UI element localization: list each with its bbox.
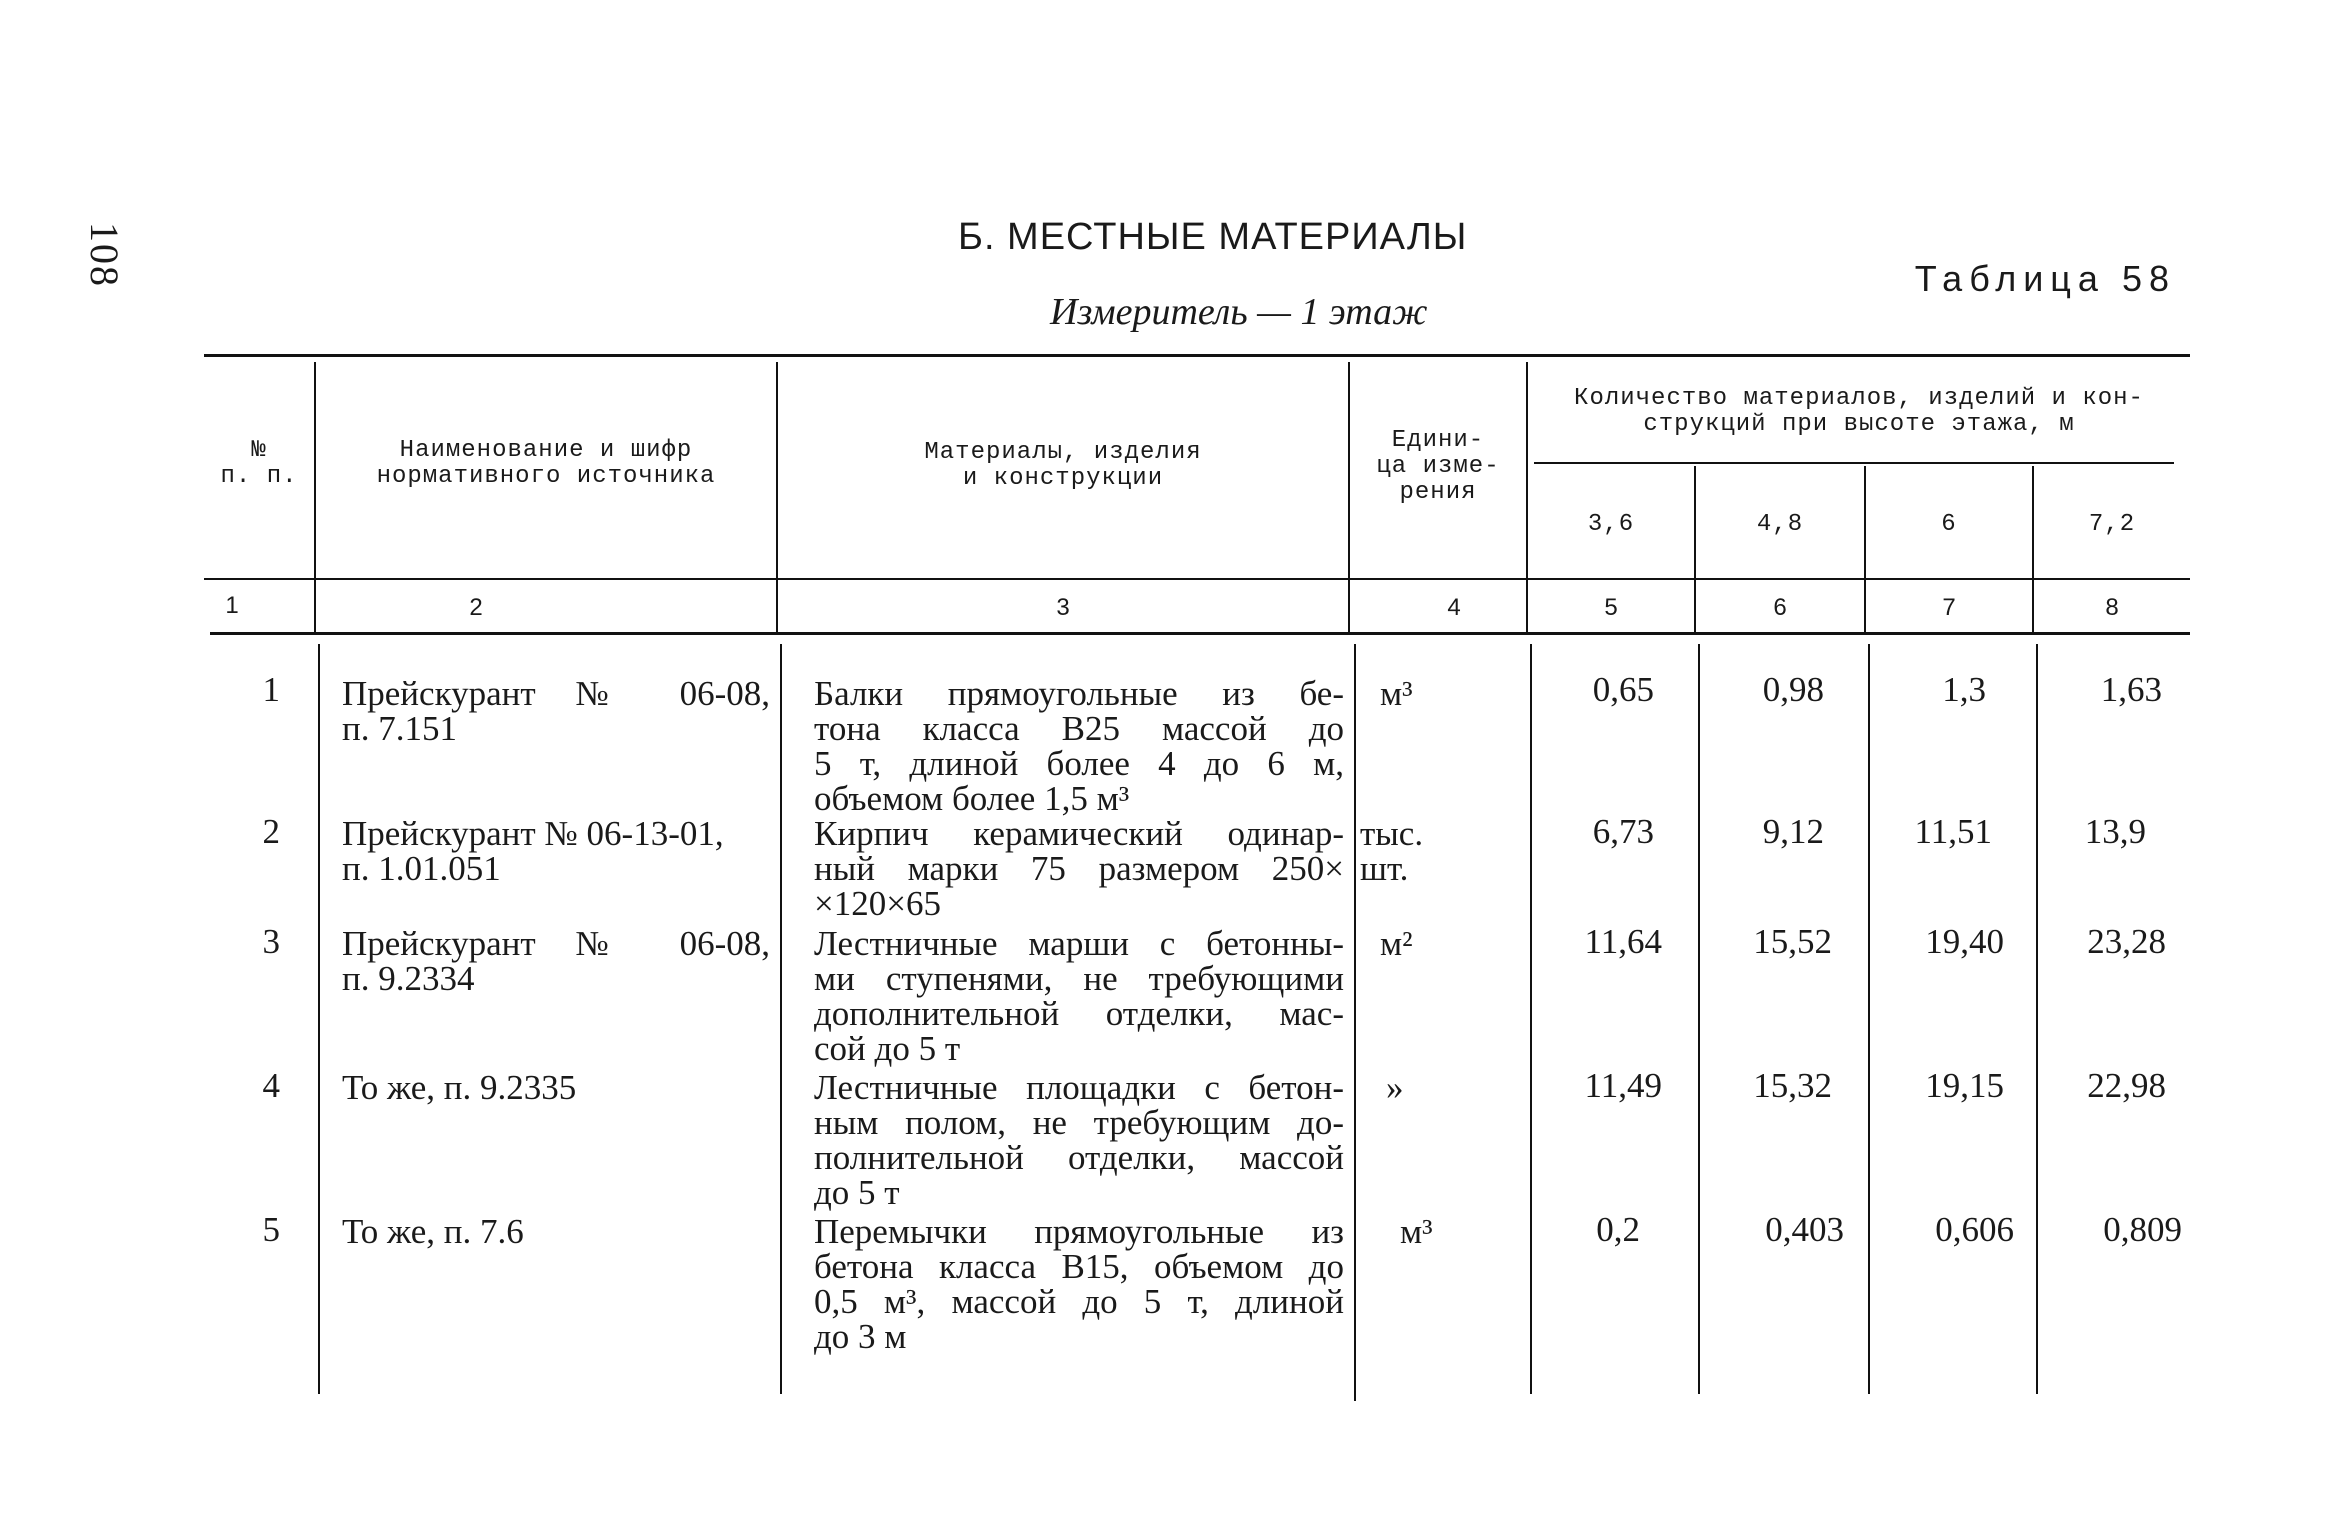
row-5-value-6: 0,606 — [1935, 1210, 2014, 1249]
col-divider-2 — [776, 362, 778, 632]
row-4-value-7-2: 22,98 — [2087, 1066, 2166, 1105]
header-col4: Едини- ца изме- рения — [1376, 427, 1500, 506]
row-1-unit: м³ — [1380, 674, 1413, 713]
row-1-value-4-8: 0,98 — [1762, 670, 1824, 709]
row-3-value-6: 19,40 — [1925, 922, 2004, 961]
row-4-material: Лестничные площадки с бетон- ным полом, не требующим до- полнительной отделки, массой до 5 т — [814, 1068, 1344, 1212]
row-4-number: 4 — [262, 1066, 280, 1105]
row-2-value-7-2: 13,9 — [2084, 812, 2146, 851]
col-divider-5-body — [1698, 644, 1700, 1394]
row-3-source: Прейскурант № 06-08, п. 9.2334 — [342, 924, 770, 998]
header-height-3-6: 3,6 — [1587, 511, 1635, 538]
row-2-value-3-6: 6,73 — [1592, 812, 1654, 851]
row-1-number: 1 — [262, 670, 280, 709]
col-divider-7-body — [2036, 644, 2038, 1394]
table-label: Таблица 58 — [1914, 258, 2176, 299]
page-number: 108 — [82, 222, 127, 288]
colnum-8: 8 — [2105, 594, 2119, 621]
meter-caption: Измеритель — 1 этаж — [1050, 291, 1428, 333]
col-divider-2-body — [780, 644, 782, 1394]
section-title: Б. МЕСТНЫЕ МАТЕРИАЛЫ — [958, 216, 1468, 258]
row-1-source: Прейскурант № 06-08, п. 7.151 — [342, 674, 770, 748]
row-5-number: 5 — [262, 1210, 280, 1249]
row-5-source: То же, п. 7.6 — [342, 1212, 524, 1251]
row-3-value-3-6: 11,64 — [1584, 922, 1662, 961]
colnum-3: 3 — [1056, 594, 1070, 621]
row-4-source: То же, п. 9.2335 — [342, 1068, 577, 1107]
row-5-unit: м³ — [1400, 1212, 1433, 1251]
group-header-rule — [1534, 462, 2174, 464]
table-top-rule — [204, 354, 2190, 357]
row-4-unit: » — [1386, 1068, 1404, 1107]
row-1-value-7-2: 1,63 — [2100, 670, 2162, 709]
row-3-number: 3 — [262, 922, 280, 961]
row-2-unit: тыс. шт. — [1360, 814, 1424, 888]
materials-table — [204, 354, 2190, 1401]
colnum-7: 7 — [1942, 594, 1956, 621]
row-2-value-6: 11,51 — [1914, 812, 1992, 851]
row-2-number: 2 — [262, 812, 280, 851]
header-col2: Наименование и шифр нормативного источника — [376, 437, 716, 490]
row-5-value-4-8: 0,403 — [1765, 1210, 1844, 1249]
row-2-value-4-8: 9,12 — [1762, 812, 1824, 851]
row-2-source: Прейскурант № 06-13-01, п. 1.01.051 — [342, 814, 724, 888]
header-group: Количество материалов, изделий и кон- струкций при высоте этажа, м — [1574, 385, 2144, 438]
header-bottom-rule — [204, 578, 2190, 580]
col-divider-1 — [314, 362, 316, 632]
header-col1: № п. п. — [220, 437, 298, 490]
header-height-4-8: 4,8 — [1756, 511, 1804, 538]
row-3-unit: м² — [1380, 924, 1413, 963]
colnum-4: 4 — [1447, 594, 1461, 621]
row-3-material: Лестничные марши с бетонны- ми ступенями, не требующими дополнительной отделки, мас- сой до 5 т — [814, 924, 1344, 1068]
col-divider-4-body — [1530, 644, 1532, 1394]
row-3-value-4-8: 15,52 — [1753, 922, 1832, 961]
row-1-value-3-6: 0,65 — [1592, 670, 1654, 709]
row-4-value-6: 19,15 — [1925, 1066, 2004, 1105]
row-5-material: Перемычки прямоугольные из бетона класса В15, объемом до 0,5 м³, массой до 5 т, длиной до 3 м — [814, 1212, 1344, 1356]
header-height-7-2: 7,2 — [2088, 511, 2136, 538]
row-2-material: Кирпич керамический одинар- ный марки 75 размером 250× ×120×65 — [814, 814, 1344, 923]
col-divider-1-body — [318, 644, 320, 1394]
header-col3: Материалы, изделия и конструкции — [924, 439, 1202, 492]
row-5-value-7-2: 0,809 — [2103, 1210, 2182, 1249]
col-divider-6-body — [1868, 644, 1870, 1394]
row-4-value-4-8: 15,32 — [1753, 1066, 1832, 1105]
colnum-5: 5 — [1604, 594, 1618, 621]
row-3-value-7-2: 23,28 — [2087, 922, 2166, 961]
row-5-value-3-6: 0,2 — [1596, 1210, 1640, 1249]
colnum-2: 2 — [469, 594, 483, 621]
colnum-bottom-rule — [210, 632, 2190, 635]
row-4-value-3-6: 11,49 — [1584, 1066, 1662, 1105]
header-height-6: 6 — [1941, 511, 1957, 538]
row-1-value-6: 1,3 — [1942, 670, 1986, 709]
row-1-material: Балки прямоугольные из бе- тона класса В25 массой до 5 т, длиной более 4 до 6 м, объемом более 1,5 м³ — [814, 674, 1344, 818]
colnum-1: 1 — [225, 592, 239, 619]
colnum-6: 6 — [1773, 594, 1787, 621]
col-divider-3-body — [1354, 644, 1356, 1401]
